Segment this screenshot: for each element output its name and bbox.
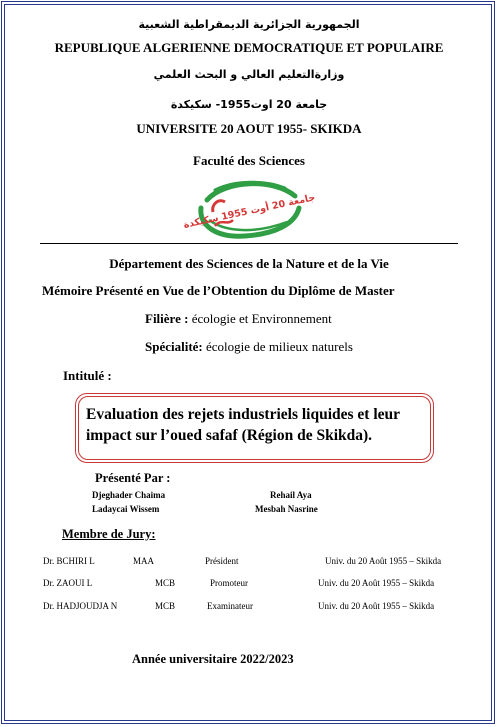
- memoire-heading: Mémoire Présenté en Vue de l’Obtention du Diplôme de Master: [42, 283, 395, 298]
- faculty-heading: Faculté des Sciences: [193, 153, 305, 168]
- specialite-line: [145, 339, 353, 355]
- arabic-university-heading: جامعة 20 اوت1955- سكيكدة: [170, 98, 328, 111]
- arabic-ministry-heading: وزارةالتعليم العالي و البحث العلمي: [153, 68, 345, 81]
- logo-text: جامعة 20 أوت 1955 سكيكدة: [182, 192, 317, 231]
- memoire-title: Evaluation des rejets industriels liquides et leur impact sur l’oued safaf (Région de Skikda).: [86, 406, 400, 444]
- filiere-line: [145, 311, 332, 327]
- department-heading: Département des Sciences de la Nature et de la Vie: [109, 256, 389, 271]
- intitule-label: Intitulé :: [63, 368, 112, 383]
- student-name: Rehail Aya: [270, 490, 312, 500]
- arabic-republic-heading: الجمهورية الجزائرية الديمقراطية الشعبية: [138, 18, 360, 31]
- university-logo: [182, 178, 317, 240]
- page-border-inner: [4, 4, 492, 721]
- republic-heading: REPUBLIQUE ALGERIENNE DEMOCRATIQUE ET POPULAIRE: [54, 40, 444, 55]
- jury-grade: MCB: [155, 578, 176, 588]
- jury-name: Dr. ZAOUI L: [43, 578, 93, 588]
- academic-year: Année universitaire 2022/2023: [132, 652, 294, 666]
- presented-by-label: Présenté Par :: [95, 471, 171, 485]
- jury-grade: MCB: [155, 601, 176, 611]
- jury-role: Promoteur: [210, 578, 248, 588]
- specialite-label: Spécialité:: [145, 339, 203, 354]
- student-name: Mesbah Nasrine: [255, 504, 318, 514]
- filiere-value: écologie et Environnement: [188, 311, 332, 326]
- jury-role: Président: [205, 556, 239, 566]
- university-heading: UNIVERSITE 20 AOUT 1955- SKIKDA: [136, 121, 362, 136]
- jury-institution: Univ. du 20 Août 1955 – Skikda: [318, 601, 435, 611]
- specialite-value: écologie de milieux naturels: [202, 339, 353, 354]
- jury-institution: Univ. du 20 Août 1955 – Skikda: [325, 556, 442, 566]
- filiere-label: Filière :: [145, 311, 189, 326]
- jury-grade: MAA: [133, 556, 155, 566]
- jury-role: Examinateur: [207, 601, 253, 611]
- jury-institution: Univ. du 20 Août 1955 – Skikda: [318, 578, 435, 588]
- student-name: Ladaycai Wissem: [92, 504, 160, 514]
- horizontal-divider: [40, 243, 458, 244]
- jury-label: Membre de Jury:: [62, 527, 156, 541]
- jury-name: Dr. BCHIRI L: [43, 556, 95, 566]
- jury-name: Dr. HADJOUDJA N: [43, 601, 118, 611]
- student-name: Djeghader Chaima: [92, 490, 166, 500]
